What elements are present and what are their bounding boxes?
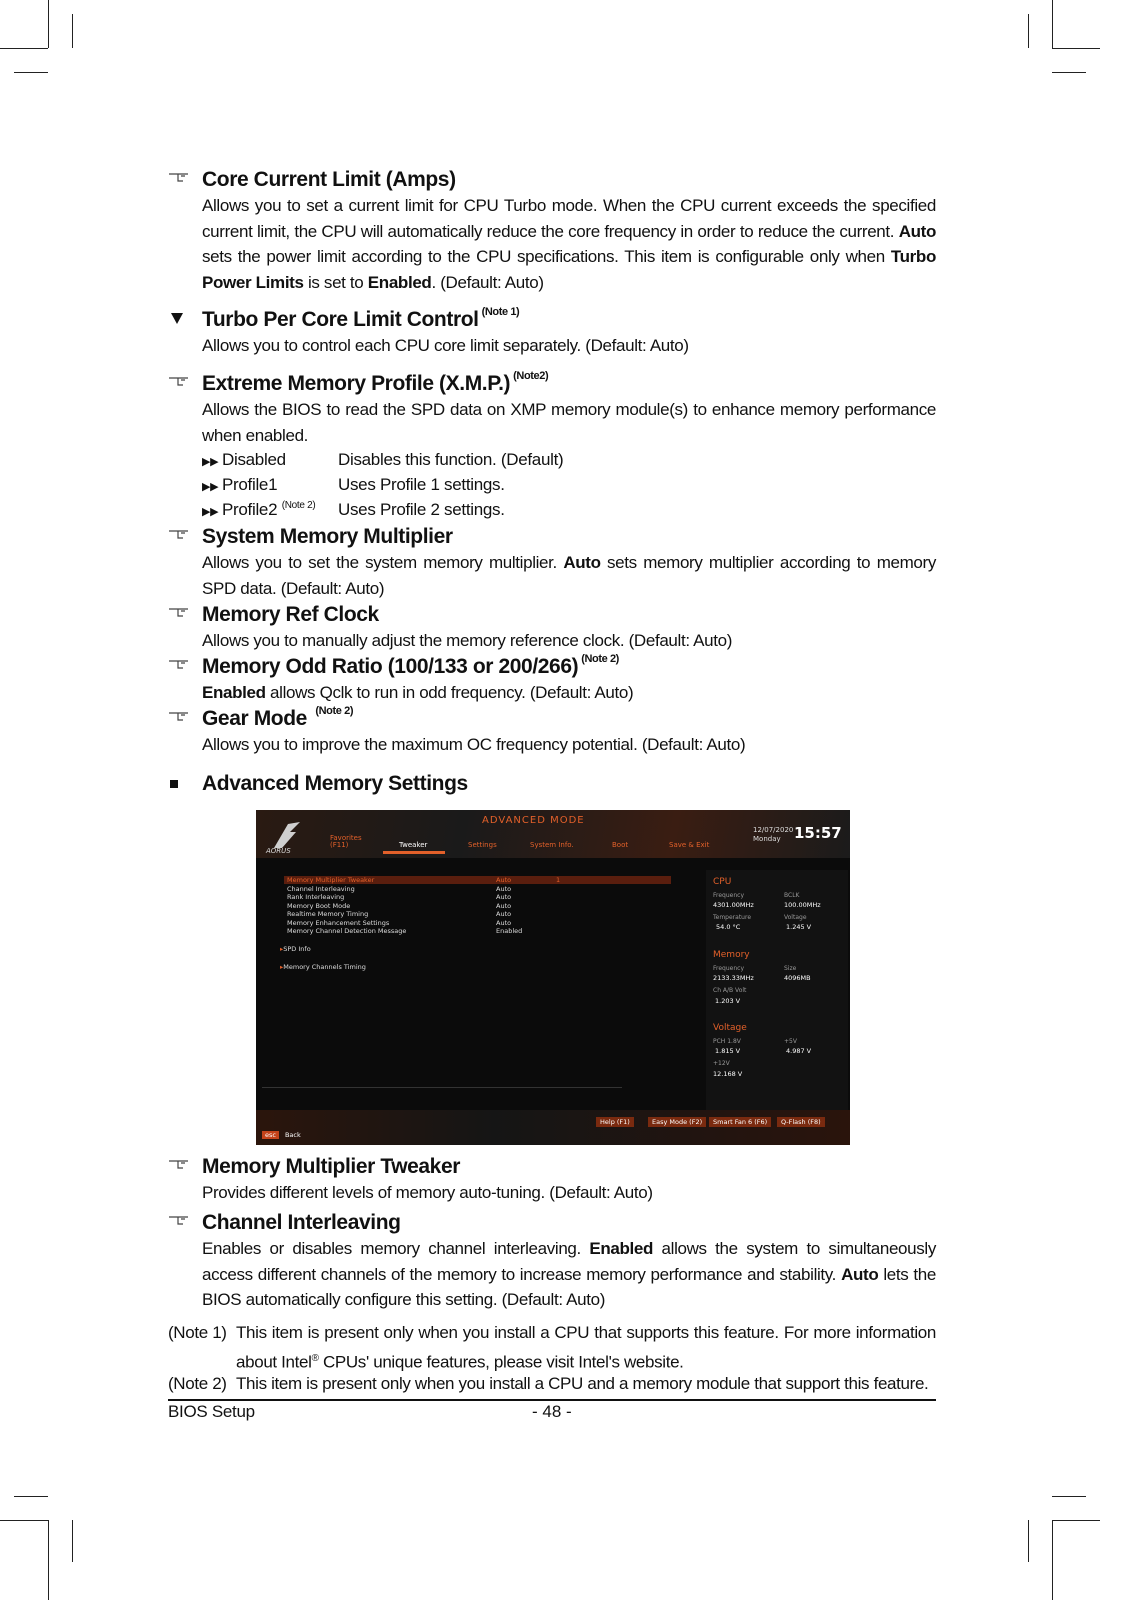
note-ref: (Note 1) xyxy=(481,306,520,318)
back-label: Back xyxy=(284,1131,301,1139)
bios-row-label[interactable]: Memory Boot Mode xyxy=(287,902,351,910)
bios-row-label[interactable]: Memory Channel Detection Message xyxy=(287,927,407,935)
crop-mark xyxy=(72,1520,73,1562)
esc-key: esc xyxy=(262,1131,279,1139)
cpu-voltage-label: Voltage xyxy=(784,914,807,921)
triangle-down-icon xyxy=(168,312,190,326)
page-number: - 48 - xyxy=(532,1402,572,1421)
temperature-label: Temperature xyxy=(713,914,752,921)
memory-size-value: 4096MB xyxy=(784,974,811,982)
pointing-hand-icon xyxy=(168,170,190,184)
option-row: ▶▶ Profile1 Uses Profile 1 settings. xyxy=(202,475,505,494)
bios-row-value[interactable]: Auto xyxy=(496,876,512,884)
note-ref: (Note 2) xyxy=(581,653,619,665)
bios-row-value[interactable]: Auto xyxy=(496,902,512,910)
pointing-hand-icon xyxy=(168,527,190,541)
crop-mark xyxy=(0,48,48,49)
cpu-voltage-value: 1.245 V xyxy=(786,923,812,931)
bios-row-label[interactable]: Realtime Memory Timing xyxy=(287,910,369,918)
footer-rule xyxy=(168,1399,936,1401)
section-description: Allows you to set a current limit for CPU Turbo mode. When the CPU current exceeds the specified current limit, the CPU will automatically reduce the core frequency in order to reduce the current. Auto sets the power limit according to the CPU specifications. This item is configurable only when Turbo Power Limits is set to Enabled. (Default: Auto) xyxy=(202,196,936,292)
help-button[interactable]: Help (F1) xyxy=(596,1117,634,1127)
active-tab-indicator xyxy=(383,851,445,854)
bios-row-value[interactable]: Enabled xyxy=(496,927,523,935)
pch-value: 1.815 V xyxy=(715,1047,741,1055)
crop-mark xyxy=(1028,14,1029,48)
heading-text: Advanced Memory Settings xyxy=(202,772,468,795)
bios-row-value[interactable]: Auto xyxy=(496,893,512,901)
section-description: Allows the BIOS to read the SPD data on XMP memory module(s) to enhance memory performance when enabled. xyxy=(202,400,936,445)
tab-boot[interactable]: Boot xyxy=(612,841,629,849)
bios-bottom-bar xyxy=(256,1110,850,1145)
tab-settings[interactable]: Settings xyxy=(468,841,497,849)
ch-volt-value: 1.203 V xyxy=(715,997,741,1005)
double-arrow-icon: ▶▶ xyxy=(202,506,219,518)
pointing-hand-icon xyxy=(168,605,190,619)
tab-system-info[interactable]: System Info. xyxy=(530,841,574,849)
square-bullet-icon xyxy=(170,780,178,788)
crop-mark xyxy=(72,14,73,48)
heading-text: Memory Multiplier Tweaker xyxy=(202,1155,461,1178)
easy-mode-button[interactable]: Easy Mode (F2) xyxy=(648,1117,706,1127)
bios-row-label[interactable]: Channel Interleaving xyxy=(287,885,355,893)
tab-save-exit[interactable]: Save & Exit xyxy=(669,841,710,849)
crop-mark xyxy=(1052,1496,1086,1497)
submenu-memory-channels-timing[interactable]: ▸ Memory Channels Timing xyxy=(280,963,366,971)
heading-text: Memory Odd Ratio (100/133 or 200/266) xyxy=(202,655,579,678)
bios-row-value[interactable]: Auto xyxy=(496,910,512,918)
footer-label: BIOS Setup xyxy=(168,1402,255,1421)
crop-mark xyxy=(48,0,49,48)
note-ref: (Note 2) xyxy=(315,705,354,717)
v5-label: +5V xyxy=(784,1038,797,1045)
section-description: Allows you to control each CPU core limit separately. (Default: Auto) xyxy=(202,336,689,355)
crop-mark xyxy=(1052,1520,1100,1521)
pch-label: PCH 1.8V xyxy=(713,1038,741,1045)
bios-clock: 15:57 xyxy=(794,824,842,842)
cpu-heading: CPU xyxy=(713,877,732,887)
double-arrow-icon: ▶▶ xyxy=(202,456,219,468)
crop-mark xyxy=(14,72,48,73)
voltage-heading: Voltage xyxy=(713,1023,747,1033)
crop-mark xyxy=(1052,1520,1053,1600)
crop-mark xyxy=(1028,1520,1029,1562)
option-row: ▶▶ Disabled Disables this function. (Default) xyxy=(202,450,564,469)
bclk-label: BCLK xyxy=(784,892,800,899)
temperature-value: 54.0 °C xyxy=(716,923,741,931)
pointing-hand-icon xyxy=(168,709,190,723)
bios-row-label[interactable]: Rank Interleaving xyxy=(287,893,345,901)
heading-text: Gear Mode xyxy=(202,707,307,730)
crop-mark xyxy=(48,1520,49,1600)
cpu-frequency-value: 4301.00MHz xyxy=(713,901,754,909)
memory-size-label: Size xyxy=(784,965,797,972)
crop-mark xyxy=(1052,0,1053,48)
crop-mark xyxy=(1052,72,1086,73)
pointing-hand-icon xyxy=(168,1213,190,1227)
note-ref: (Note2) xyxy=(513,370,549,382)
section-description: Allows you to set the system memory multiplier. Auto sets memory multiplier according to memory SPD data. (Default: Auto) xyxy=(202,553,936,598)
section-description: Allows you to improve the maximum OC frequency potential. (Default: Auto) xyxy=(202,735,746,754)
section-description: Enables or disables memory channel interleaving. Enabled allows the system to simultaneously access different channels of the memory to increase memory performance and stability. Auto lets the BIOS automatically configure this setting. (Default: Auto) xyxy=(202,1239,936,1309)
heading-text: Channel Interleaving xyxy=(202,1211,401,1234)
memory-frequency-label: Frequency xyxy=(713,965,744,972)
crop-mark xyxy=(14,1496,48,1497)
tab-favorites-key[interactable]: (F11) xyxy=(330,841,349,849)
crop-mark xyxy=(1052,48,1100,49)
heading-text: Extreme Memory Profile (X.M.P.) xyxy=(202,372,511,395)
option-row: ▶▶ Profile2 $^{(Note 2)}$ Uses Profile 2 settings. xyxy=(202,500,505,519)
submenu-spd-info[interactable]: ▸ SPD Info xyxy=(280,945,311,953)
heading-text: System Memory Multiplier xyxy=(202,525,453,548)
tab-favorites[interactable]: Favorites xyxy=(330,834,362,842)
section-description: Allows you to manually adjust the memory reference clock. (Default: Auto) xyxy=(202,631,733,650)
heading-text: Core Current Limit (Amps) xyxy=(202,168,456,191)
heading-text: Memory Ref Clock xyxy=(202,603,379,626)
smart-fan-button[interactable]: Smart Fan 6 (F6) xyxy=(709,1117,771,1127)
bios-row-value[interactable]: Auto xyxy=(496,919,512,927)
divider xyxy=(262,1087,622,1088)
pointing-hand-icon xyxy=(168,657,190,671)
heading-text: Turbo Per Core Limit Control xyxy=(202,308,479,331)
bios-row-value[interactable]: Auto xyxy=(496,885,512,893)
bios-row-label[interactable]: Memory Multiplier Tweaker xyxy=(287,876,375,884)
bclk-value: 100.00MHz xyxy=(784,901,821,909)
bios-row-extra: 1 xyxy=(556,876,561,884)
memory-frequency-value: 2133.33MHz xyxy=(713,974,754,982)
bios-screenshot xyxy=(256,810,850,1145)
v12-value: 12.168 V xyxy=(713,1070,743,1078)
memory-heading: Memory xyxy=(713,950,750,960)
pointing-hand-icon xyxy=(168,374,190,388)
section-description: Enabled allows Qclk to run in odd frequency. (Default: Auto) xyxy=(202,683,634,702)
qflash-button[interactable]: Q-Flash (F8) xyxy=(777,1117,825,1127)
cpu-frequency-label: Frequency xyxy=(713,892,744,899)
section-description: Provides different levels of memory auto-tuning. (Default: Auto) xyxy=(202,1183,653,1202)
crop-mark xyxy=(0,1520,48,1521)
bios-mode-title: ADVANCED MODE xyxy=(482,815,585,826)
v12-label: +12V xyxy=(713,1060,730,1067)
double-arrow-icon: ▶▶ xyxy=(202,481,219,493)
v5-value: 4.987 V xyxy=(786,1047,812,1055)
back-button[interactable] xyxy=(262,1131,307,1139)
bios-date: 12/07/2020 Monday xyxy=(753,826,794,843)
ch-volt-label: Ch A/B Volt xyxy=(713,987,747,994)
logo-text: AORUS xyxy=(266,847,291,855)
pointing-hand-icon xyxy=(168,1157,190,1171)
bios-row-label[interactable]: Memory Enhancement Settings xyxy=(287,919,390,927)
tab-tweaker[interactable]: Tweaker xyxy=(399,841,428,849)
